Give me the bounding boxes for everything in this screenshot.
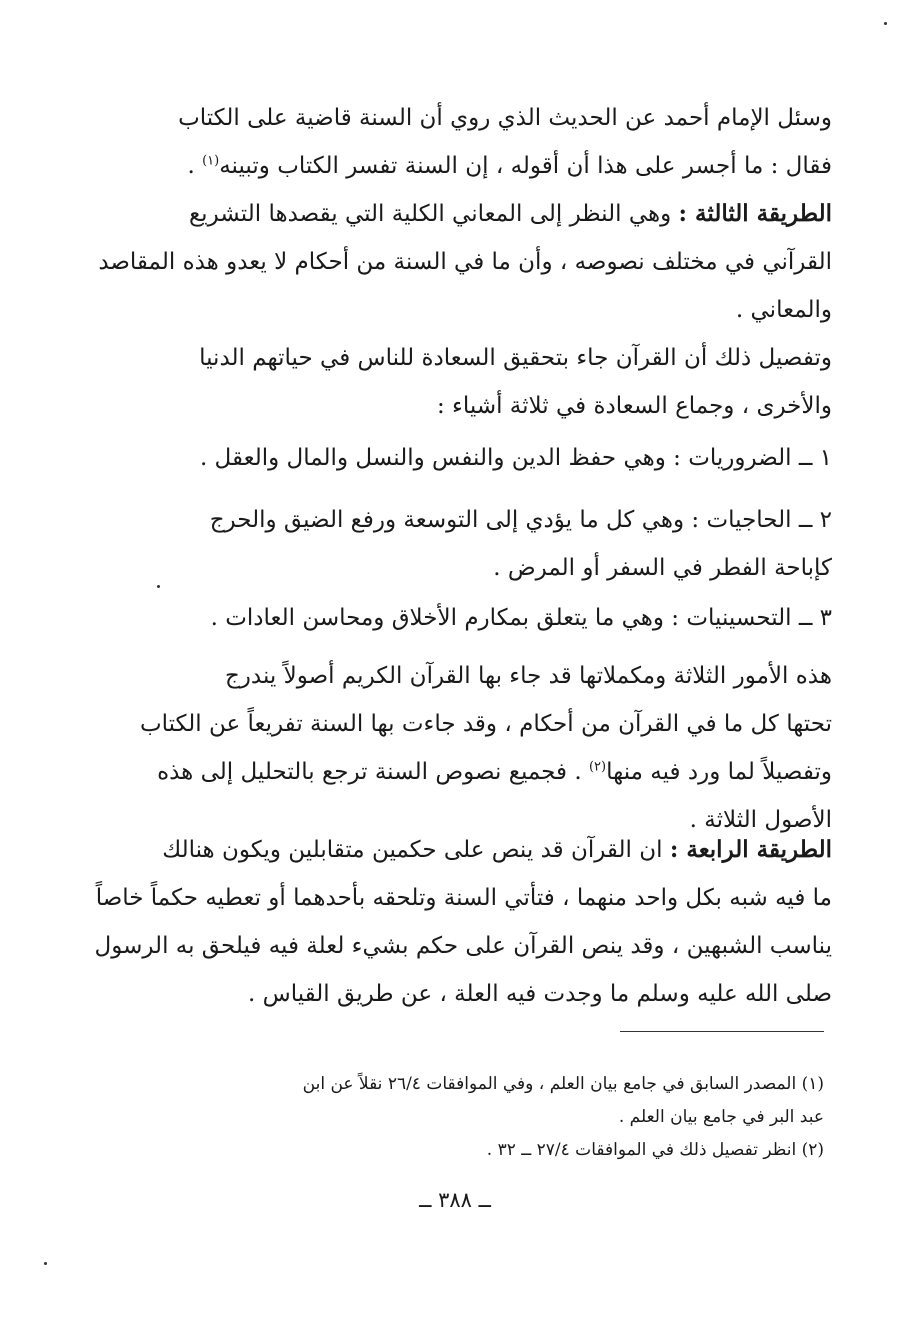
footnote-line: (٢) انظر تفصيل ذلك في الموافقات ٢٧/٤ ــ ٣٢ . bbox=[486, 1140, 824, 1160]
text-fragment: ان القرآن قد ينص على حكمين متقابلين ويكون هنالك bbox=[162, 837, 670, 863]
text-fragment: . فجميع نصوص السنة ترجع بالتحليل إلى هذه bbox=[157, 759, 589, 785]
footnote-marker: (١) bbox=[202, 153, 220, 169]
text-line bbox=[80, 190, 832, 238]
scan-speck bbox=[157, 585, 160, 588]
text-line: صلى الله عليه وسلم ما وجدت فيه العلة ، عن طريق القياس . bbox=[248, 981, 832, 1007]
text-line bbox=[80, 748, 832, 796]
scan-speck bbox=[44, 1262, 47, 1265]
footnote-marker: (٢) bbox=[588, 759, 607, 775]
list-item-improvements bbox=[80, 594, 832, 642]
section-heading: الطريقة الرابعة : bbox=[669, 836, 832, 863]
text-line bbox=[80, 826, 832, 874]
text-line: ١ ــ الضروريات : وهي حفظ الدين والنفس والنسل والمال والعقل . bbox=[199, 445, 832, 471]
footnote-line: عبد البر في جامع بيان العلم . bbox=[618, 1107, 824, 1127]
text-fragment: فقال : ما أجسر على هذا أن أقوله ، إن السنة تفسر الكتاب وتبينه bbox=[219, 153, 832, 179]
text-line: ٢ ــ الحاجيات : وهي كل ما يؤدي إلى التوسعة ورفع الضيق والحرج bbox=[209, 507, 832, 533]
text-line: يناسب الشبهين ، وقد ينص القرآن على حكم بشيء لعلة فيه فيلحق به الرسول bbox=[94, 933, 832, 959]
text-line: ما فيه شبه بكل واحد منهما ، فتأتي السنة وتلحقه بأحدهما أو تعطيه حكماً خاصاً bbox=[95, 885, 832, 911]
text-fragment: وهي النظر إلى المعاني الكلية التي يقصدها التشريع bbox=[188, 201, 679, 227]
paragraph-three-matters bbox=[80, 652, 832, 844]
text-line: القرآني في مختلف نصوصه ، وأن ما في السنة من أحكام لا يعدو هذه المقاصد bbox=[98, 249, 832, 275]
scan-speck bbox=[884, 22, 887, 25]
paragraph-details bbox=[80, 334, 832, 430]
text-line: وتفصيل ذلك أن القرآن جاء بتحقيق السعادة للناس في حياتهم الدنيا bbox=[199, 345, 832, 371]
text-line: كإباحة الفطر في السفر أو المرض . bbox=[493, 555, 832, 581]
section-heading: الطريقة الثالثة : bbox=[678, 200, 832, 227]
text-line bbox=[80, 142, 832, 190]
footnotes bbox=[79, 1068, 824, 1167]
text-fragment: . bbox=[187, 153, 203, 179]
text-line: ٣ ــ التحسينيات : وهي ما يتعلق بمكارم الأخلاق ومحاسن العادات . bbox=[210, 605, 832, 631]
text-fragment: وتفصيلاً لما ورد فيه منها bbox=[606, 759, 832, 785]
footnote-separator bbox=[620, 1031, 824, 1032]
text-line: والمعاني . bbox=[735, 297, 832, 323]
footnote-line: (١) المصدر السابق في جامع بيان العلم ، وفي الموافقات ٢٦/٤ نقلاً عن ابن bbox=[302, 1074, 824, 1094]
text-line: الأصول الثلاثة . bbox=[689, 807, 832, 833]
list-item-needs bbox=[80, 496, 832, 592]
page-number: ــ ٣٨٨ ــ bbox=[419, 1188, 491, 1212]
paragraph-third-method bbox=[80, 190, 832, 334]
text-line: والأخرى ، وجماع السعادة في ثلاثة أشياء : bbox=[437, 393, 832, 419]
paragraph-imam-ahmad bbox=[80, 94, 832, 190]
paragraph-fourth-method bbox=[80, 826, 832, 1018]
text-line: تحتها كل ما في القرآن من أحكام ، وقد جاءت بها السنة تفريعاً عن الكتاب bbox=[139, 711, 832, 737]
list-item-necessities bbox=[80, 434, 832, 482]
text-line: هذه الأمور الثلاثة ومكملاتها قد جاء بها القرآن الكريم أصولاً يندرج bbox=[224, 663, 832, 689]
text-line: وسئل الإمام أحمد عن الحديث الذي روي أن السنة قاضية على الكتاب bbox=[178, 105, 832, 131]
